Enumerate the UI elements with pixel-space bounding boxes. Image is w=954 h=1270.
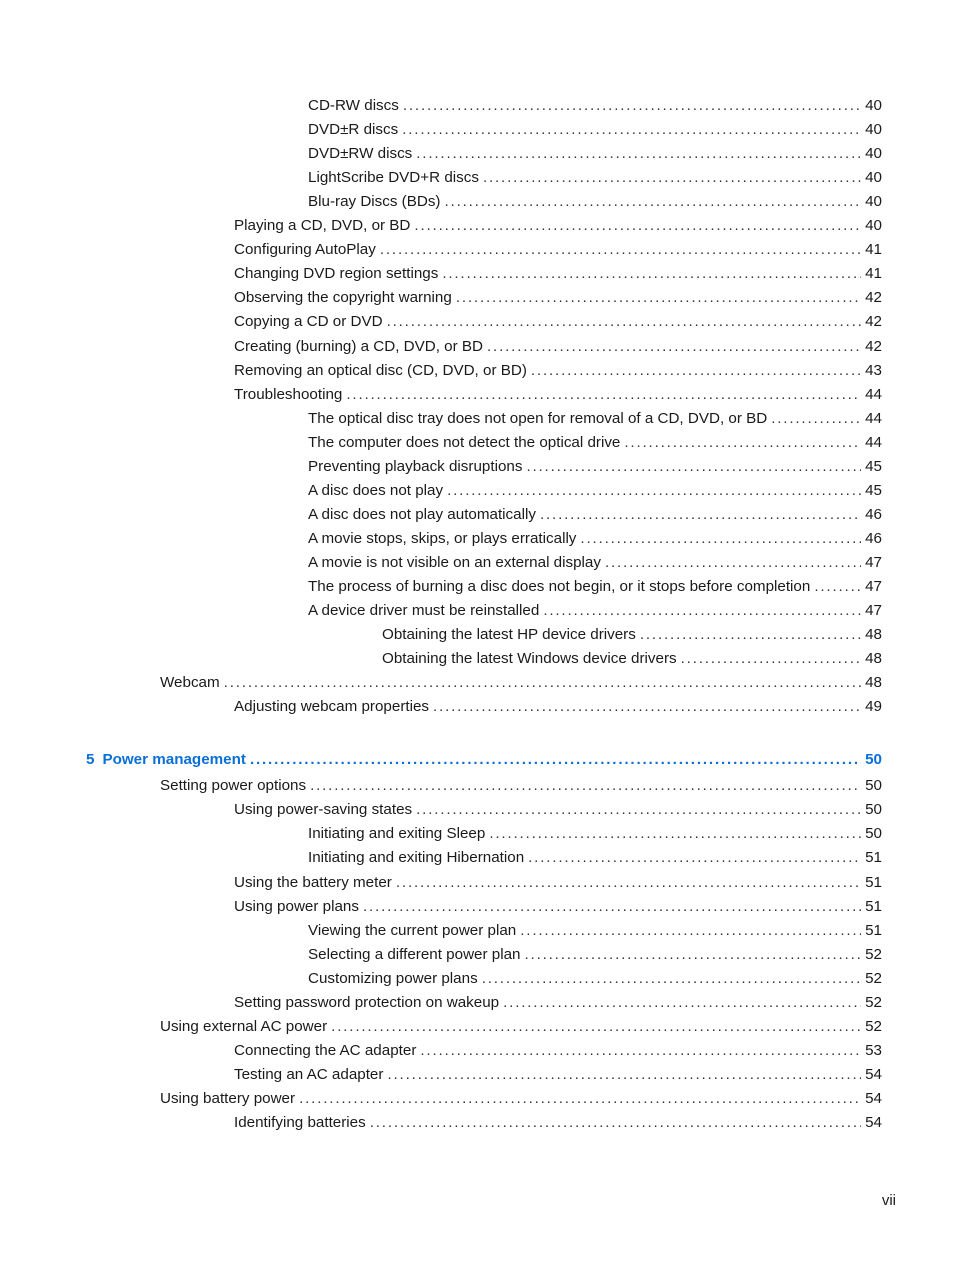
toc-entry-title xyxy=(86,748,246,772)
toc-entry-page: 47 xyxy=(865,578,882,595)
toc-entry-page: 47 xyxy=(865,602,882,620)
toc-entry[interactable] xyxy=(308,919,882,943)
toc-entry-title: Using the battery meter xyxy=(234,873,392,891)
toc-entry[interactable] xyxy=(308,527,882,551)
toc-entry-title: A disc does not play automatically xyxy=(308,505,536,523)
dot-leader xyxy=(433,695,861,719)
toc-entry[interactable] xyxy=(308,407,882,431)
toc-entry-title: Observing the copyright warning xyxy=(234,289,452,307)
dot-leader xyxy=(624,431,861,455)
toc-entry-page: 51 xyxy=(865,849,882,867)
toc-entry-title: Adjusting webcam properties xyxy=(234,698,430,716)
dot-leader xyxy=(503,991,861,1015)
toc-entry-page: 52 xyxy=(865,945,882,963)
toc-entry[interactable] xyxy=(234,286,882,310)
toc-entry-title: A movie stops, skips, or plays erratically xyxy=(308,529,577,547)
toc-entry[interactable] xyxy=(234,310,882,334)
dot-leader xyxy=(403,94,861,118)
toc-entry[interactable] xyxy=(234,214,882,238)
dot-leader xyxy=(520,919,861,943)
toc-entry[interactable] xyxy=(234,335,882,359)
toc-entry[interactable] xyxy=(308,503,882,527)
toc-entry-title: Using battery power xyxy=(160,1089,296,1107)
toc-entry-page: 40 xyxy=(865,97,882,114)
toc-entry-title: Obtaining the latest Windows device drivers xyxy=(382,650,677,668)
toc-entry-page: 45 xyxy=(865,457,882,475)
toc-entry-page: 52 xyxy=(865,969,882,987)
toc-entry-title: Using power-saving states xyxy=(234,801,413,819)
dot-leader xyxy=(447,479,861,503)
toc-entry[interactable] xyxy=(234,871,882,895)
toc-entry[interactable] xyxy=(308,551,882,575)
toc-entry-page: 40 xyxy=(865,169,882,187)
toc-entry[interactable] xyxy=(234,238,882,262)
toc-entry-page: 48 xyxy=(865,674,882,692)
toc-entry-title: A movie is not visible on an external display xyxy=(308,553,601,571)
dot-leader xyxy=(580,527,861,551)
toc-entry-title: Setting power options xyxy=(160,777,307,795)
dot-leader xyxy=(543,599,861,623)
toc-entry-title: Using power plans xyxy=(234,897,359,915)
toc-entry[interactable] xyxy=(308,822,882,846)
toc-entry-page: 43 xyxy=(865,361,882,379)
toc-entry-title: Webcam xyxy=(160,674,220,692)
toc-entry[interactable] xyxy=(234,1063,882,1087)
toc-entry-page: 40 xyxy=(865,121,882,139)
toc-entry-page: 42 xyxy=(865,289,882,307)
dot-leader xyxy=(489,822,861,846)
dot-leader xyxy=(814,575,861,599)
toc-entry-title: Customizing power plans xyxy=(308,969,478,987)
toc-entry-title: Identifying batteries xyxy=(234,1114,366,1131)
toc-entry-page: 42 xyxy=(865,337,882,355)
dot-leader xyxy=(416,142,861,166)
dot-leader xyxy=(346,383,861,407)
dot-leader xyxy=(402,118,861,142)
toc-entry-page: 46 xyxy=(865,529,882,547)
toc-entry-title: CD-RW discs xyxy=(308,97,399,114)
dot-leader xyxy=(442,262,861,286)
dot-leader xyxy=(414,214,861,238)
toc-entry[interactable] xyxy=(160,1087,882,1111)
toc-entry-page: 51 xyxy=(865,921,882,939)
dot-leader xyxy=(250,748,861,772)
toc-entry[interactable] xyxy=(234,359,882,383)
toc-entry[interactable] xyxy=(234,383,882,407)
toc-entry-page: 40 xyxy=(865,217,882,235)
toc-entry-page: 48 xyxy=(865,650,882,668)
dot-leader xyxy=(456,286,861,310)
toc-entry-title: Troubleshooting xyxy=(234,385,343,403)
toc-entry-title: Selecting a different power plan xyxy=(308,945,521,963)
dot-leader xyxy=(299,1087,861,1111)
toc-entry-page: 46 xyxy=(865,505,882,523)
dot-leader xyxy=(444,190,861,214)
toc-entry-title: Blu-ray Discs (BDs) xyxy=(308,193,441,211)
toc-entry-page: 41 xyxy=(865,265,882,283)
toc-entry-title: Testing an AC adapter xyxy=(234,1065,384,1083)
dot-leader xyxy=(387,310,862,334)
toc-entry-page: 51 xyxy=(865,873,882,891)
toc-entry-page: 50 xyxy=(865,777,882,795)
toc-entry-title: Creating (burning) a CD, DVD, or BD xyxy=(234,337,483,355)
toc-entry-title: LightScribe DVD+R discs xyxy=(308,169,479,187)
toc-entry-page: 42 xyxy=(865,313,882,331)
dot-leader xyxy=(771,407,861,431)
toc-entry-title: Removing an optical disc (CD, DVD, or BD) xyxy=(234,361,527,379)
toc-entry-title: DVD±RW discs xyxy=(308,145,413,163)
dot-leader xyxy=(310,774,861,798)
toc-entry-title: The computer does not detect the optical drive xyxy=(308,433,621,451)
toc-entry-title: Connecting the AC adapter xyxy=(234,1041,417,1059)
toc-entry[interactable] xyxy=(308,575,882,599)
toc-entry[interactable] xyxy=(308,479,882,503)
toc-entry-title: Initiating and exiting Hibernation xyxy=(308,849,525,867)
toc-entry-title: Changing DVD region settings xyxy=(234,265,439,283)
toc-entry-page: 51 xyxy=(865,897,882,915)
toc-entry[interactable] xyxy=(160,1015,882,1039)
toc-entry[interactable] xyxy=(160,671,882,695)
dot-leader xyxy=(540,503,861,527)
dot-leader xyxy=(483,166,861,190)
toc-entry[interactable] xyxy=(308,166,882,190)
toc-entry-page: 48 xyxy=(865,626,882,644)
toc-entry-page: 44 xyxy=(865,433,882,451)
toc-entry-title: Copying a CD or DVD xyxy=(234,313,383,331)
toc-entry-page: 49 xyxy=(865,698,882,716)
toc-entry[interactable] xyxy=(308,455,882,479)
dot-leader xyxy=(528,846,861,870)
toc-entry[interactable] xyxy=(234,1111,882,1135)
toc-entry-page: 45 xyxy=(865,481,882,499)
dot-leader xyxy=(387,1063,861,1087)
dot-leader xyxy=(224,671,861,695)
dot-leader xyxy=(331,1015,861,1039)
dot-leader xyxy=(380,238,861,262)
toc-entry-title: Initiating and exiting Sleep xyxy=(308,825,486,843)
chapter-title: Power management xyxy=(102,751,246,769)
dot-leader xyxy=(482,967,861,991)
toc-entry-page: 50 xyxy=(865,801,882,819)
toc-entry-title: The process of burning a disc does not begin, or it stops before completion xyxy=(308,578,811,595)
toc-entry[interactable] xyxy=(308,599,882,623)
toc-entry-title: Playing a CD, DVD, or BD xyxy=(234,217,411,235)
toc-entry-title: A disc does not play xyxy=(308,481,444,499)
toc-entry-page: 40 xyxy=(865,193,882,211)
toc-chapter-entry[interactable] xyxy=(86,748,882,772)
toc-entry[interactable] xyxy=(308,967,882,991)
dot-leader xyxy=(370,1111,861,1135)
dot-leader xyxy=(363,895,861,919)
toc-entry[interactable] xyxy=(234,895,882,919)
dot-leader xyxy=(640,623,861,647)
toc-entry[interactable] xyxy=(234,798,882,822)
toc-entry[interactable] xyxy=(382,623,882,647)
toc-entry-title: Viewing the current power plan xyxy=(308,921,517,939)
toc-entry[interactable] xyxy=(234,991,882,1015)
toc-entry[interactable] xyxy=(308,142,882,166)
toc-entry[interactable] xyxy=(308,190,882,214)
chapter-number: 5 xyxy=(86,751,95,769)
toc-entry[interactable] xyxy=(308,94,882,118)
toc-entry-title: DVD±R discs xyxy=(308,121,399,139)
toc-entry[interactable] xyxy=(308,846,882,870)
toc-entry-page: 47 xyxy=(865,553,882,571)
dot-leader xyxy=(531,359,861,383)
dot-leader xyxy=(420,1039,861,1063)
toc-entry[interactable] xyxy=(234,1039,882,1063)
toc-entry-page: 54 xyxy=(865,1065,882,1083)
dot-leader xyxy=(605,551,861,575)
toc-entry-title: Configuring AutoPlay xyxy=(234,241,376,259)
toc-entry[interactable] xyxy=(234,695,882,719)
toc-entry-page: 54 xyxy=(865,1114,882,1131)
dot-leader xyxy=(681,647,861,671)
toc-entry[interactable] xyxy=(382,647,882,671)
toc-entry-title: Obtaining the latest HP device drivers xyxy=(382,626,636,644)
toc-entry-page: 53 xyxy=(865,1041,882,1059)
toc-entry[interactable] xyxy=(234,262,882,286)
dot-leader xyxy=(396,871,861,895)
toc-entry[interactable] xyxy=(308,118,882,142)
toc-entry-title: The optical disc tray does not open for removal of a CD, DVD, or BD xyxy=(308,409,768,427)
toc-entry-page: 44 xyxy=(865,409,882,427)
toc-entry-title: Preventing playback disruptions xyxy=(308,457,523,475)
toc-entry-page: 54 xyxy=(865,1089,882,1107)
toc-entry-page: 52 xyxy=(865,993,882,1011)
toc-entry-page: 41 xyxy=(865,241,882,259)
dot-leader xyxy=(487,335,861,359)
toc-entry[interactable] xyxy=(308,431,882,455)
dot-leader xyxy=(416,798,861,822)
toc-entry-page: 50 xyxy=(865,751,882,769)
toc-entry[interactable] xyxy=(308,943,882,967)
toc-entry-page: 52 xyxy=(865,1017,882,1035)
dot-leader xyxy=(524,943,861,967)
toc-entry-title: A device driver must be reinstalled xyxy=(308,602,540,620)
toc-entry-page: 44 xyxy=(865,385,882,403)
toc-entry-page: 50 xyxy=(865,825,882,843)
toc-entry-page: 40 xyxy=(865,145,882,163)
page-number: vii xyxy=(881,1192,896,1209)
toc-entry-title: Setting password protection on wakeup xyxy=(234,993,500,1011)
toc-entry-title: Using external AC power xyxy=(160,1017,328,1035)
dot-leader xyxy=(526,455,861,479)
toc-entry[interactable] xyxy=(160,774,882,798)
